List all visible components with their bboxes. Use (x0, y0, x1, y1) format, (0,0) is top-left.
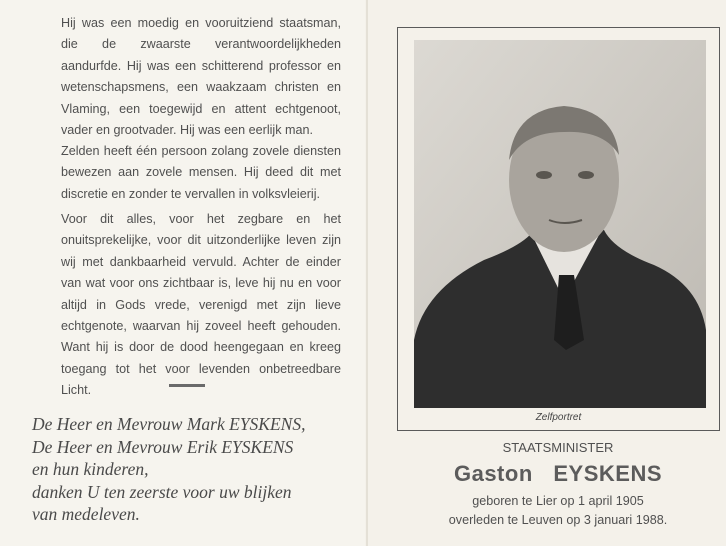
death-info: overleden te Leuven op 3 januari 1988. (448, 513, 668, 527)
deceased-name: Gaston EYSKENS (453, 461, 663, 486)
thanks-line: en hun kinderen, (32, 459, 149, 479)
tribute-paragraph-1: Hij was een moedig en vooruitziend staatsman, die de zwaarste verantwoordelijkheden aandurfde. Hij was een schitterend professor en wetenschapsmens, een waakzaam christen en Vlaming, een toegewijd en attent echtgenoot, vader en grootvader. Hij was een eerlijk man. (61, 16, 341, 138)
birth-info: geboren te Lier op 1 april 1905 (472, 494, 644, 508)
portrait-photo (414, 40, 706, 408)
thanks-line: danken U ten zeerste voor uw blijken (32, 481, 292, 502)
thanks-block (32, 413, 305, 526)
title: STAATSMINISTER (502, 440, 614, 455)
divider (169, 384, 205, 387)
tribute-paragraph-3: Voor dit alles, voor het zegbare en het onuitsprekelijke, voor dit uitzonderlijke leven zijn wij met dankbaarheid vervuld. Achter de einder van wat voor ons zichtbaar is, leve hij nu en voor altijd in Gods vrede, verenigd met zijn lieve echtgenote, waarvan hij zoveel heeft gehouden. Want hij is door de dood heengegaan en kreeg toegang tot het voor levenden onbetreedbare Licht. (61, 212, 341, 398)
thanks-line: van medeleven. (32, 504, 140, 524)
thanks-line: De Heer en Mevrouw Erik EYSKENS (32, 436, 294, 457)
card-fold (366, 0, 368, 546)
thanks-line: De Heer en Mevrouw Mark EYSKENS, (32, 414, 306, 434)
tribute-paragraph-2: Zelden heeft één persoon zolang zovele diensten bewezen aan zovele mensen. Hij deed dit met discretie en zonder te vervallen in volksvleierij. (61, 144, 341, 201)
photo-caption: Zelfportret (535, 412, 582, 423)
